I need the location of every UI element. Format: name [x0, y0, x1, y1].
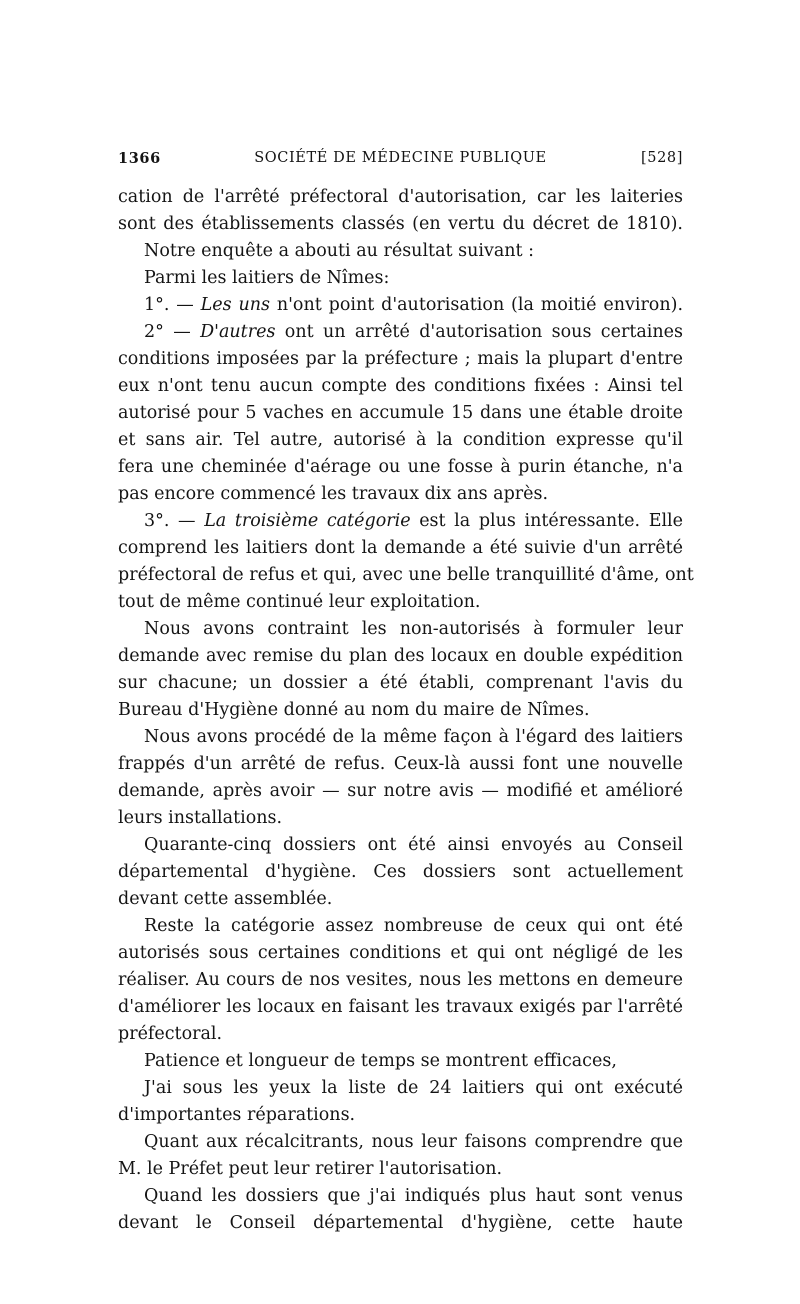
- text-line: [118, 967, 683, 994]
- line-text: tout de même continué leur exploitation.: [118, 592, 481, 612]
- text-line: [118, 184, 683, 211]
- text-line: [118, 724, 683, 751]
- text-line: [118, 805, 683, 832]
- text-line: [118, 778, 683, 805]
- text-line: [118, 454, 683, 481]
- line-text: frappés d'un arrêté de refus. Ceux-là aussi font une nouvelle: [118, 754, 683, 774]
- text-line: [118, 670, 683, 697]
- text-line: [118, 400, 683, 427]
- line-text: autorisé pour 5 vaches en accumule 15 dans une étable droite: [118, 403, 683, 423]
- line-text: autorisés sous certaines conditions et qui ont négligé de les: [118, 943, 683, 963]
- running-header: [118, 150, 683, 174]
- text-line: [118, 292, 683, 319]
- text-line: [118, 1021, 683, 1048]
- line-text: leurs installations.: [118, 808, 283, 828]
- line-text: comprend les laitiers dont la demande a été suivie d'un arrêté: [118, 538, 683, 558]
- text-line: [118, 643, 683, 670]
- text-line: [118, 589, 683, 616]
- line-text: demande avec remise du plan des locaux en double expédition: [118, 646, 683, 666]
- line-text: départemental d'hygiène. Ces dossiers sont actuellement: [118, 862, 683, 882]
- line-text: devant cette assemblée.: [118, 889, 333, 909]
- line-text: eux n'ont tenu aucun compte des conditions fixées : Ainsi tel: [118, 376, 683, 396]
- line-text: préfectoral de refus et qui, avec une belle tranquillité d'âme, ont: [118, 565, 694, 585]
- running-title: SOCIÉTÉ DE MÉDECINE PUBLIQUE: [254, 150, 547, 166]
- line-text: préfectoral.: [118, 1024, 223, 1044]
- text-line: [118, 616, 683, 643]
- text-line: [118, 940, 683, 967]
- book-page: [118, 150, 694, 1237]
- text-line: [118, 697, 683, 724]
- text-line: [118, 346, 683, 373]
- list-marker: 1°. —: [144, 295, 201, 315]
- line-text: Patience et longueur de temps se montrent efficaces,: [144, 1051, 617, 1071]
- line-text: ont un arrêté d'autorisation sous certaines: [275, 322, 683, 342]
- line-text: cation de l'arrêté préfectoral d'autorisation, car les laiteries: [118, 187, 683, 207]
- body-text: [118, 184, 694, 1237]
- line-text: Quarante-cinq dossiers ont été ainsi envoyés au Conseil: [144, 835, 683, 855]
- line-text: M. le Préfet peut leur retirer l'autorisation.: [118, 1159, 503, 1179]
- text-line: [118, 1183, 683, 1210]
- line-text: pas encore commencé les travaux dix ans après.: [118, 484, 549, 504]
- text-line: [118, 886, 683, 913]
- page-number: 1366: [118, 150, 161, 167]
- text-line: [118, 1048, 683, 1075]
- line-text: Quant aux récalcitrants, nous leur faisons comprendre que: [144, 1132, 683, 1152]
- text-line: [118, 427, 683, 454]
- line-text: Reste la catégorie assez nombreuse de ceux qui ont été: [144, 916, 683, 936]
- text-line: [118, 1075, 683, 1102]
- line-text: Parmi les laitiers de Nîmes:: [144, 268, 390, 288]
- page-reference: [528]: [641, 150, 683, 166]
- line-text: n'ont point d'autorisation (la moitié environ).: [270, 295, 684, 315]
- text-line: [118, 1156, 683, 1183]
- text-line: [118, 508, 683, 535]
- line-text: sont des établissements classés (en vertu du décret de 1810).: [118, 214, 683, 234]
- line-text: et sans air. Tel autre, autorisé à la condition expresse qu'il: [118, 430, 683, 450]
- line-text: d'améliorer les locaux en faisant les travaux exigés par l'arrêté: [118, 997, 683, 1017]
- list-marker: 2° —: [144, 322, 201, 342]
- text-line: [118, 373, 683, 400]
- line-text: Nous avons procédé de la même façon à l'égard des laitiers: [144, 727, 683, 747]
- line-text: d'importantes réparations.: [118, 1105, 356, 1125]
- italic-term: La troisième catégorie: [204, 511, 411, 531]
- text-line: [118, 859, 683, 886]
- line-text: devant le Conseil départemental d'hygiène, cette haute: [118, 1213, 683, 1233]
- list-marker: 3°. —: [144, 511, 205, 531]
- line-text: Quand les dossiers que j'ai indiqués plus haut sont venus: [144, 1186, 683, 1206]
- text-line: [118, 211, 683, 238]
- italic-term: D'autres: [200, 322, 276, 342]
- line-text: demande, après avoir — sur notre avis — modifié et amélioré: [118, 781, 683, 801]
- line-text: Bureau d'Hygiène donné au nom du maire de Nîmes.: [118, 700, 590, 720]
- text-line: [118, 751, 683, 778]
- line-text: conditions imposées par la préfecture ; mais la plupart d'entre: [118, 349, 683, 369]
- text-line: [118, 1102, 683, 1129]
- text-line: [118, 994, 683, 1021]
- text-line: [118, 832, 683, 859]
- line-text: sur chacune; un dossier a été établi, comprenant l'avis du: [118, 673, 683, 693]
- text-line: [118, 238, 683, 265]
- line-text: fera une cheminée d'aérage ou une fosse à purin étanche, n'a: [118, 457, 683, 477]
- text-line: [118, 1129, 683, 1156]
- line-text: J'ai sous les yeux la liste de 24 laitiers qui ont exécuté: [144, 1078, 683, 1098]
- text-line: [118, 1210, 683, 1237]
- text-line: [118, 535, 683, 562]
- text-line: [118, 265, 683, 292]
- line-text: Notre enquête a abouti au résultat suivant :: [144, 241, 535, 261]
- line-text: est la plus intéressante. Elle: [410, 511, 684, 531]
- line-text: réaliser. Au cours de nos vesites, nous les mettons en demeure: [118, 970, 683, 990]
- text-line: [118, 562, 694, 589]
- text-line: [118, 913, 683, 940]
- text-line: [118, 481, 683, 508]
- italic-term: Les uns: [200, 295, 270, 315]
- line-text: Nous avons contraint les non-autorisés à formuler leur: [144, 619, 683, 639]
- text-line: [118, 319, 683, 346]
